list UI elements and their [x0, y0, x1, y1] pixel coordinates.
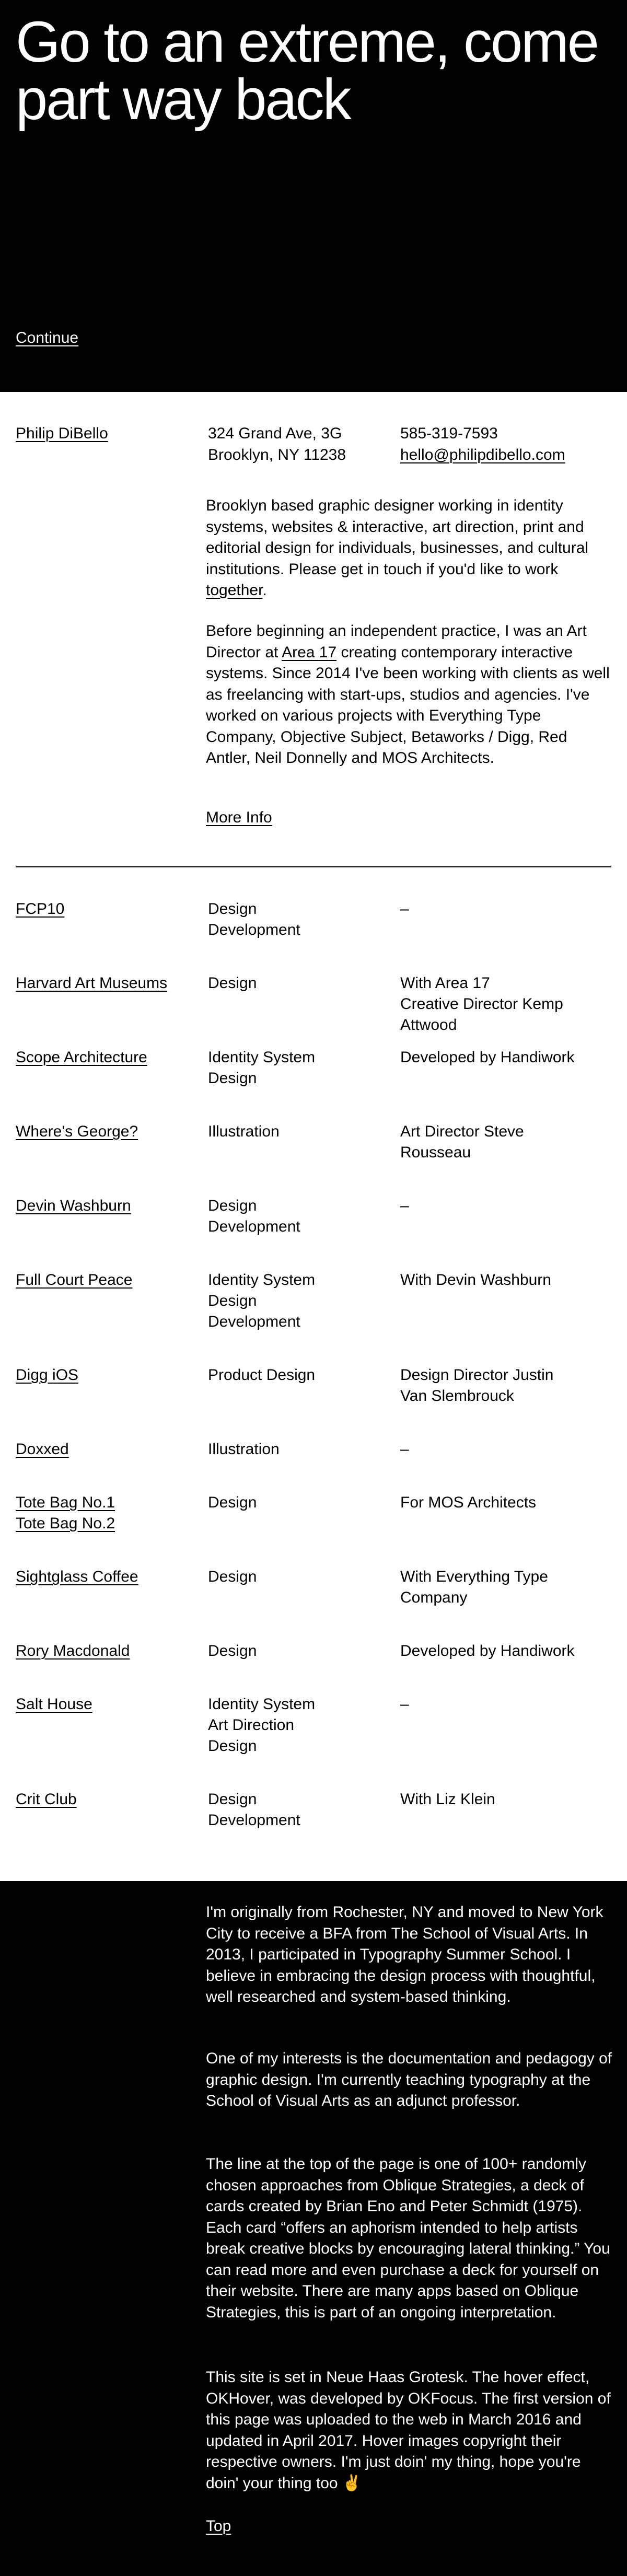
footer-paragraph-1: I'm originally from Rochester, NY and moved to New York City to receive a BFA from The School of Visual Arts. In 2013, I participated in Typography Summer School. I believe in embracing the design process with thoughtful, well researched and system-based thinking. — [206, 1904, 603, 2005]
footer-paragraph-3: The line at the top of the page is one of 100+ randomly chosen approaches from Oblique Strategies, a deck of cards created by Brian Eno and Peter Schmidt (1975). Each card “offers an aphorism intended to help artists break creative blocks by encouraging lateral thinking.” You can read more and even purchase a deck for yourself on their website. There are many apps based on Oblique Strategies, this is part of an ongoing interpretation. — [206, 2155, 610, 2321]
project-notes-cell — [400, 1270, 609, 1291]
project-notes-cell — [400, 899, 609, 920]
project-roles-cell — [208, 1365, 396, 1386]
project-name-cell — [16, 1439, 204, 1460]
contact-email-link[interactable]: hello@philipdibello.com — [400, 446, 565, 463]
address-line-2: Brooklyn, NY 11238 — [208, 446, 346, 463]
project-note: With Area 17 — [400, 974, 490, 992]
project-link[interactable]: Devin Washburn — [16, 1197, 131, 1214]
project-link[interactable]: Rory Macdonald — [16, 1642, 130, 1660]
project-note: Company — [400, 1589, 468, 1606]
project-roles-cell — [208, 1439, 396, 1460]
project-role: Identity System — [208, 1696, 316, 1713]
hero-headline: Go to an extreme, come part way back — [16, 10, 598, 132]
project-link[interactable]: Scope Architecture — [16, 1049, 147, 1066]
project-name-cell — [16, 1121, 204, 1142]
project-link[interactable]: Doxxed — [16, 1441, 69, 1458]
project-name-cell — [16, 1492, 204, 1534]
project-name-cell — [16, 1270, 204, 1291]
contact-details — [400, 423, 565, 466]
project-link[interactable]: Salt House — [16, 1696, 92, 1713]
project-name-cell — [16, 973, 204, 994]
project-note: With Everything Type — [400, 1568, 548, 1585]
project-name-cell — [16, 899, 204, 920]
project-link[interactable]: Sightglass Coffee — [16, 1568, 138, 1585]
project-link[interactable]: Crit Club — [16, 1791, 77, 1808]
project-role: Illustration — [208, 1123, 280, 1140]
project-roles-cell — [208, 1047, 396, 1089]
project-link[interactable]: Harvard Art Museums — [16, 974, 168, 992]
project-notes-cell — [400, 1641, 609, 1662]
project-note: With Liz Klein — [400, 1791, 495, 1808]
project-link[interactable]: Full Court Peace — [16, 1271, 133, 1289]
project-note: Developed by Handiwork — [400, 1049, 575, 1066]
bio-p2-end: creating contemporary interactive systems. Since 2014 I've been working with clients as well as freelancing with start-ups, studios and agencies. I've worked on various projects with Everything Type Company, Objective Subject, Betaworks / Digg, Red Antler, Neil Donnelly and MOS Architects. — [206, 643, 610, 767]
project-role: Development — [208, 921, 300, 938]
project-notes-cell — [400, 1196, 609, 1216]
project-roles-cell — [208, 1789, 396, 1831]
project-notes-cell — [400, 1439, 609, 1460]
project-note: Art Director Steve — [400, 1123, 524, 1140]
project-name-cell — [16, 1789, 204, 1810]
project-role: Identity System — [208, 1049, 316, 1066]
project-roles-cell — [208, 899, 396, 941]
project-role: Development — [208, 1812, 300, 1829]
hero-section — [0, 0, 627, 392]
more-info-link[interactable]: More Info — [206, 809, 272, 826]
project-roles-cell — [208, 1196, 396, 1237]
project-note: For MOS Architects — [400, 1494, 537, 1511]
project-roles-cell — [208, 1270, 396, 1332]
project-role: Development — [208, 1313, 300, 1330]
project-role: Product Design — [208, 1366, 316, 1384]
project-link[interactable]: Where's George? — [16, 1123, 138, 1140]
project-link[interactable]: Tote Bag No.2 — [16, 1515, 115, 1532]
project-role: Illustration — [208, 1441, 280, 1458]
project-role: Design — [208, 974, 257, 992]
back-to-top-link[interactable]: Top — [206, 2517, 231, 2535]
address-line-1: 324 Grand Ave, 3G — [208, 425, 342, 442]
project-link[interactable]: Digg iOS — [16, 1366, 79, 1384]
project-role: Art Direction — [208, 1716, 295, 1734]
footer-paragraph-4: This site is set in Neue Haas Grotesk. The hover effect, OKHover, was developed by OKFocus. The first version of this page was uploaded to the web in March 2016 and updated in April 2017. Hover images copyright their respective owners. I'm just doin' my thing, hope you're doin' your thing too ✌️ — [206, 2369, 611, 2492]
project-roles-cell — [208, 973, 396, 994]
project-name-cell — [16, 1567, 204, 1587]
project-note: – — [400, 1696, 409, 1713]
project-notes-cell — [400, 1789, 609, 1810]
project-notes-cell — [400, 1694, 609, 1715]
bio-p1-end: . — [262, 582, 267, 599]
project-note: Design Director Justin — [400, 1366, 554, 1384]
project-role: Design — [208, 900, 257, 918]
project-notes-cell — [400, 1492, 609, 1513]
project-name-cell — [16, 1196, 204, 1216]
about-footer — [0, 1881, 627, 2576]
project-role: Design — [208, 1568, 257, 1585]
project-role: Design — [208, 1070, 257, 1087]
area17-link[interactable]: Area 17 — [282, 643, 337, 661]
project-role: Design — [208, 1791, 257, 1808]
bio-p1-text: Brooklyn based graphic designer working in identity systems, websites & interactive, art direction, print and editorial design for individuals, businesses, and cultural institutions. Please get in touch if you'd like to work — [206, 497, 589, 578]
project-notes-cell — [400, 1567, 609, 1608]
project-name-cell — [16, 1641, 204, 1662]
project-name-cell — [16, 1047, 204, 1068]
bio-paragraph-1 — [206, 495, 613, 601]
project-note: Developed by Handiwork — [400, 1642, 575, 1660]
project-role: Design — [208, 1642, 257, 1660]
project-note: – — [400, 1197, 409, 1214]
section-divider — [16, 866, 611, 867]
project-roles-cell — [208, 1492, 396, 1513]
project-link[interactable]: FCP10 — [16, 900, 65, 918]
project-roles-cell — [208, 1121, 396, 1142]
contact-address — [208, 423, 346, 466]
project-name-cell — [16, 1365, 204, 1386]
project-name-cell — [16, 1694, 204, 1715]
project-note: Attwood — [400, 1016, 457, 1034]
contact-name-link[interactable]: Philip DiBello — [16, 425, 108, 442]
project-notes-cell — [400, 973, 609, 1036]
project-note: Van Slembrouck — [400, 1387, 514, 1405]
project-notes-cell — [400, 1365, 609, 1407]
together-link[interactable]: together — [206, 582, 263, 599]
contact-phone: 585-319-7593 — [400, 425, 498, 442]
project-notes-cell — [400, 1121, 609, 1163]
continue-link[interactable]: Continue — [16, 329, 79, 346]
footer-paragraph-2: One of my interests is the documentation and pedagogy of graphic design. I'm currently teaching typography at the School of Visual Arts as an adjunct professor. — [206, 2050, 612, 2109]
project-note: Rousseau — [400, 1144, 471, 1161]
project-role: Design — [208, 1737, 257, 1755]
project-notes-cell — [400, 1047, 609, 1068]
project-note: With Devin Washburn — [400, 1271, 551, 1289]
project-role: Design — [208, 1292, 257, 1309]
bio-paragraph-2 — [206, 621, 613, 769]
project-note: Creative Director Kemp — [400, 995, 563, 1013]
project-role: Design — [208, 1197, 257, 1214]
project-note: – — [400, 900, 409, 918]
project-role: Development — [208, 1218, 300, 1235]
project-roles-cell — [208, 1694, 396, 1757]
project-role: Identity System — [208, 1271, 316, 1289]
bio-p2-text: Before beginning an independent practice, I was an Art Director at — [206, 622, 587, 661]
project-link[interactable]: Tote Bag No.1 — [16, 1494, 115, 1511]
project-roles-cell — [208, 1641, 396, 1662]
project-roles-cell — [208, 1567, 396, 1587]
project-note: – — [400, 1441, 409, 1458]
project-role: Design — [208, 1494, 257, 1511]
